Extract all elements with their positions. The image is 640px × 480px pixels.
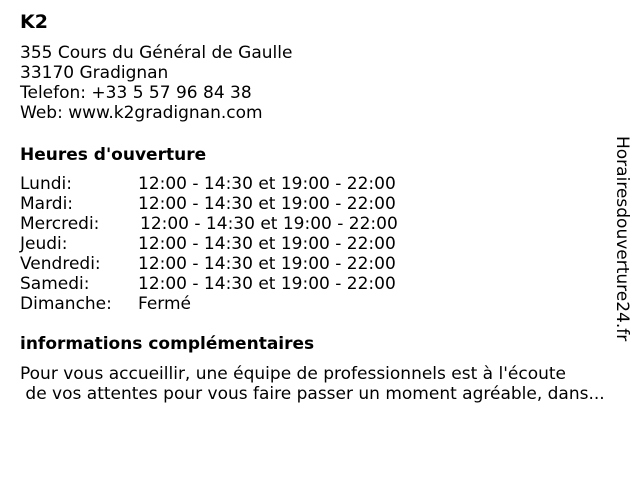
day-label: Mercredi: bbox=[20, 214, 100, 234]
site-watermark: Horairesdouverture24.fr bbox=[612, 136, 632, 342]
hours-row-saturday bbox=[20, 274, 398, 294]
day-label: Vendredi: bbox=[20, 254, 101, 274]
day-label: Lundi: bbox=[20, 174, 72, 194]
website: Web: www.k2gradignan.com bbox=[20, 103, 263, 123]
opening-hours-table bbox=[20, 174, 398, 314]
additional-info-title: informations complémentaires bbox=[20, 334, 315, 354]
day-label: Dimanche: bbox=[20, 294, 112, 314]
business-name: K2 bbox=[20, 11, 48, 33]
opening-hours-title: Heures d'ouverture bbox=[20, 145, 207, 165]
time-value: 12:00 - 14:30 et 19:00 - 22:00 bbox=[138, 254, 396, 274]
day-label: Samedi: bbox=[20, 274, 90, 294]
time-value: 12:00 - 14:30 et 19:00 - 22:00 bbox=[138, 174, 396, 194]
time-value: Fermé bbox=[138, 294, 192, 314]
day-label: Jeudi: bbox=[20, 234, 68, 254]
address-street: 355 Cours du Général de Gaulle bbox=[20, 43, 293, 63]
time-value: 12:00 - 14:30 et 19:00 - 22:00 bbox=[138, 194, 396, 214]
hours-row-monday bbox=[20, 174, 398, 194]
hours-row-friday bbox=[20, 254, 398, 274]
hours-row-tuesday bbox=[20, 194, 398, 214]
info-line-1: Pour vous accueillir, une équipe de professionnels est à l'écoute bbox=[20, 364, 567, 384]
address-city: 33170 Gradignan bbox=[20, 63, 169, 83]
additional-info-text bbox=[20, 364, 620, 404]
hours-row-sunday bbox=[20, 294, 398, 314]
phone-number: Telefon: +33 5 57 96 84 38 bbox=[20, 83, 252, 103]
time-value: 12:00 - 14:30 et 19:00 - 22:00 bbox=[140, 214, 398, 234]
day-label: Mardi: bbox=[20, 194, 74, 214]
time-value: 12:00 - 14:30 et 19:00 - 22:00 bbox=[138, 234, 396, 254]
info-line-2: de vos attentes pour vous faire passer un moment agréable, dans... bbox=[20, 384, 605, 404]
time-value: 12:00 - 14:30 et 19:00 - 22:00 bbox=[138, 274, 396, 294]
hours-row-thursday bbox=[20, 234, 398, 254]
address-block bbox=[20, 43, 292, 123]
hours-row-wednesday bbox=[20, 214, 398, 234]
